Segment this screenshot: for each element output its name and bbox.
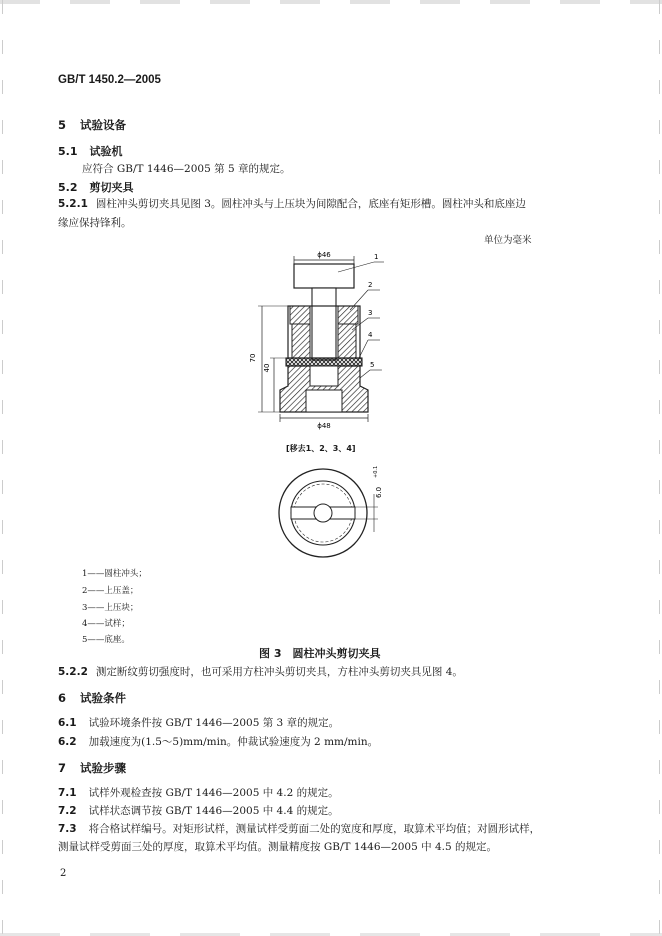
dim-bottom-label: ϕ48 (317, 422, 331, 430)
callout-3: 3 (368, 309, 373, 317)
paragraph-text: 试样外观检查按 GB/T 1446—2005 中 4.2 的规定。 (88, 787, 339, 799)
section-number: 7 (58, 761, 67, 775)
paragraph-text: 加载速度为(1.5～5)mm/min。仲裁试验速度为 2 mm/min。 (88, 736, 379, 748)
section-title: 试验机 (89, 145, 123, 158)
section-6-2 (58, 734, 378, 749)
legend-item-4: 4——试样； (82, 619, 130, 629)
standard-header: GB/T 1450.2—2005 (58, 74, 161, 86)
section-number: 7.3 (58, 823, 77, 835)
section-title: 试验条件 (80, 691, 127, 705)
scan-edge-right (659, 0, 660, 936)
section-5-2-1-line2: 缘应保持锋利。 (58, 217, 132, 229)
legend-item-1: 1——圆柱冲头； (82, 569, 147, 579)
dim-top-label: ϕ46 (317, 251, 331, 259)
section-5-1-text: 应符合 GB/T 1446—2005 第 5 章的规定。 (82, 163, 291, 175)
section-7-1 (58, 785, 339, 800)
paragraph-text: 测定断纹剪切强度时，也可采用方柱冲头剪切夹具，方柱冲头剪切夹具见图 4。 (95, 666, 463, 678)
section-number: 7.2 (58, 805, 77, 817)
scan-edge-left (2, 0, 3, 936)
section-number: 5.2.1 (58, 198, 88, 210)
dim-bottom (278, 414, 372, 430)
section-6-heading (58, 690, 126, 706)
section-7-3-line2: 测量试样受剪面三处的厚度，取算术平均值。测量精度按 GB/T 1446—2005 中 4.5 的规定。 (58, 841, 497, 853)
section-5-1-heading (58, 143, 123, 159)
callout-2: 2 (368, 281, 373, 289)
section-7-3-line1 (58, 821, 540, 836)
legend-item-2: 2——上压盖； (82, 586, 139, 596)
callout-5: 5 (370, 361, 375, 369)
section-5-2-2 (58, 664, 463, 679)
section-6-1 (58, 715, 339, 730)
section-number: 6.1 (58, 717, 77, 729)
legend-item-5: 5——底座。 (82, 635, 130, 645)
section-title: 试验步骤 (80, 761, 127, 775)
section-number: 5.2.2 (58, 666, 88, 678)
figure-3-plan-view (278, 464, 388, 564)
section-5-heading (58, 117, 126, 133)
section-number: 7.1 (58, 787, 77, 799)
section-7-2 (58, 803, 339, 818)
removed-parts-note: [移去1、2、3、4] (286, 444, 356, 453)
section-number: 5 (58, 118, 67, 132)
section-number: 6 (58, 691, 67, 705)
callout-1: 1 (374, 253, 379, 261)
paragraph-text: 圆柱冲头剪切夹具见图 3。圆柱冲头与上压块为间隙配合，底座有矩形槽。圆柱冲头和底座边 (95, 198, 526, 210)
dim-slot-label: 6.0 (375, 486, 383, 498)
callout-4: 4 (368, 331, 373, 339)
section-number: 6.2 (58, 736, 77, 748)
section-5-2-1-line1 (58, 196, 526, 211)
figure-3-title: 图 3 圆柱冲头剪切夹具 (259, 647, 381, 660)
section-title: 剪切夹具 (89, 181, 134, 194)
paragraph-text: 将合格试样编号。对矩形试样，测量试样受剪面二处的宽度和厚度，取算术平均值；对圆形试样， (88, 823, 541, 835)
section-5-2-heading (58, 179, 134, 195)
dim-slot-tolerance: +0.1 (373, 465, 379, 478)
section-title: 试验设备 (80, 118, 127, 132)
legend-item-3: 3——上压块； (82, 603, 139, 613)
scan-artifact-top (0, 0, 662, 4)
dim-70-label: 70 (249, 353, 257, 363)
figure-3-section-view (240, 246, 410, 414)
paragraph-text: 试验环境条件按 GB/T 1446—2005 第 3 章的规定。 (88, 717, 340, 729)
section-7-heading (58, 760, 126, 776)
section-number: 5.2 (58, 181, 78, 194)
page-number: 2 (60, 868, 67, 879)
paragraph-text: 试样状态调节按 GB/T 1446—2005 中 4.4 的规定。 (88, 805, 339, 817)
section-number: 5.1 (58, 145, 78, 158)
dim-40-label: 40 (263, 363, 271, 373)
unit-note: 单位为毫米 (484, 235, 532, 246)
